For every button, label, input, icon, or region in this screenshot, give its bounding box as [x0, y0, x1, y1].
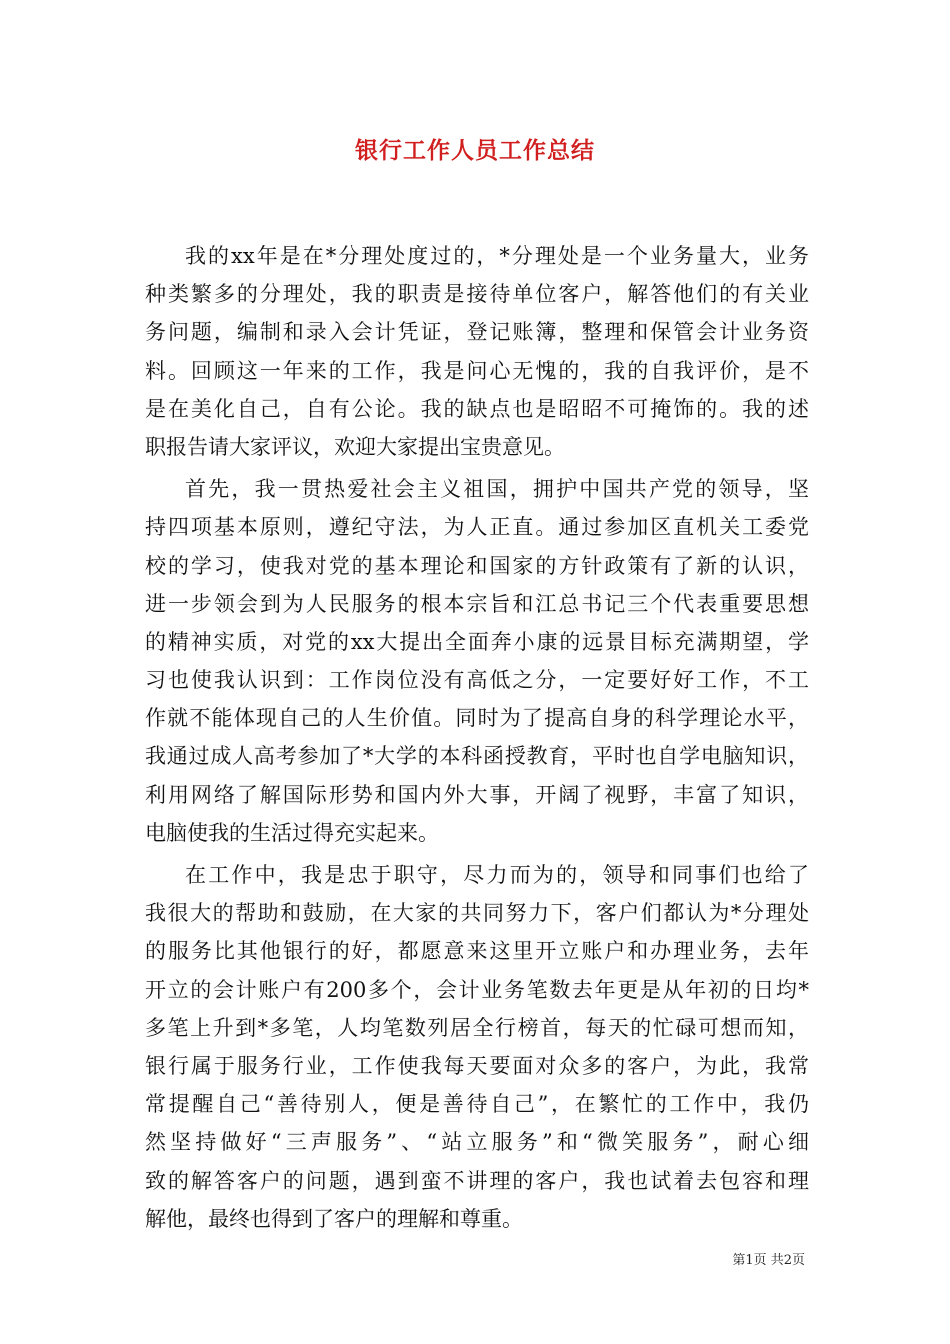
- paragraph-line: 解他，最终也得到了客户的理解和尊重。: [145, 1206, 523, 1231]
- paragraph-line: 我很大的帮助和鼓励，在大家的共同努力下，客户们都认为*分理处: [145, 901, 809, 926]
- paragraph-line: 种类繁多的分理处，我的职责是接待单位客户，解答他们的有关业: [145, 282, 809, 307]
- paragraph-line: 多笔上升到*多笔，人均笔数列居全行榜首，每天的忙碌可想而知，: [145, 1015, 809, 1040]
- document-body: [145, 237, 809, 1238]
- paragraph-line: 的服务比其他银行的好，都愿意来这里开立账户和办理业务，去年: [145, 939, 809, 964]
- paragraph-line: 开立的会计账户有200多个，会计业务笔数去年更是从年初的日均*: [145, 977, 809, 1002]
- paragraph-line: 作就不能体现自己的人生价值。同时为了提高自身的科学理论水平，: [145, 706, 809, 731]
- paragraph-line: 然坚持做好“三声服务”、“站立服务”和“微笑服务”，耐心细: [145, 1130, 809, 1155]
- paragraph-line: 在工作中，我是忠于职守，尽力而为的，领导和同事们也给了: [185, 863, 809, 887]
- paragraph-line: 利用网络了解国际形势和国内外大事，开阔了视野，丰富了知识，: [145, 782, 809, 807]
- paragraph-line: 银行属于服务行业，工作使我每天要面对众多的客户，为此，我常: [145, 1053, 809, 1078]
- paragraph-line: 持四项基本原则，遵纪守法，为人正直。通过参加区直机关工委党: [145, 515, 809, 540]
- paragraph-line: 进一步领会到为人民服务的根本宗旨和江总书记三个代表重要思想: [145, 591, 809, 616]
- page-number: 第1页 共2页: [732, 1253, 805, 1268]
- paragraph-line: 的精神实质，对党的xx大提出全面奔小康的远景目标充满期望，学: [145, 629, 809, 654]
- paragraph-line: 常提醒自己“善待别人，便是善待自己”，在繁忙的工作中，我仍: [145, 1092, 809, 1117]
- paragraph-line: 首先，我一贯热爱社会主义祖国，拥护中国共产党的领导，坚: [185, 477, 809, 502]
- paragraph-line: 习也使我认识到：工作岗位没有高低之分，一定要好好工作，不工: [145, 668, 809, 693]
- paragraph-line: 校的学习，使我对党的基本理论和国家的方针政策有了新的认识，: [145, 553, 809, 578]
- paragraph-line: 电脑使我的生活过得充实起来。: [145, 820, 439, 845]
- paragraph-line: 致的解答客户的问题，遇到蛮不讲理的客户，我也试着去包容和理: [145, 1168, 809, 1193]
- paragraph-line: 我的xx年是在*分理处度过的，*分理处是一个业务量大，业务: [185, 244, 809, 268]
- paragraph-line: 职报告请大家评议，欢迎大家提出宝贵意见。: [145, 434, 565, 459]
- paragraph-line: 是在美化自己，自有公论。我的缺点也是昭昭不可掩饰的。我的述: [145, 396, 809, 421]
- paragraph-1: [145, 237, 809, 466]
- paragraph-line: 料。回顾这一年来的工作，我是问心无愧的，我的自我评价，是不: [145, 358, 809, 383]
- paragraph-line: 务问题，编制和录入会计凭证，登记账簿，整理和保管会计业务资: [145, 320, 809, 345]
- paragraph-2: [145, 470, 809, 852]
- paragraph-3: [145, 856, 809, 1238]
- paragraph-line: 我通过成人高考参加了*大学的本科函授教育，平时也自学电脑知识，: [145, 744, 809, 769]
- document-title: 银行工作人员工作总结: [355, 137, 595, 164]
